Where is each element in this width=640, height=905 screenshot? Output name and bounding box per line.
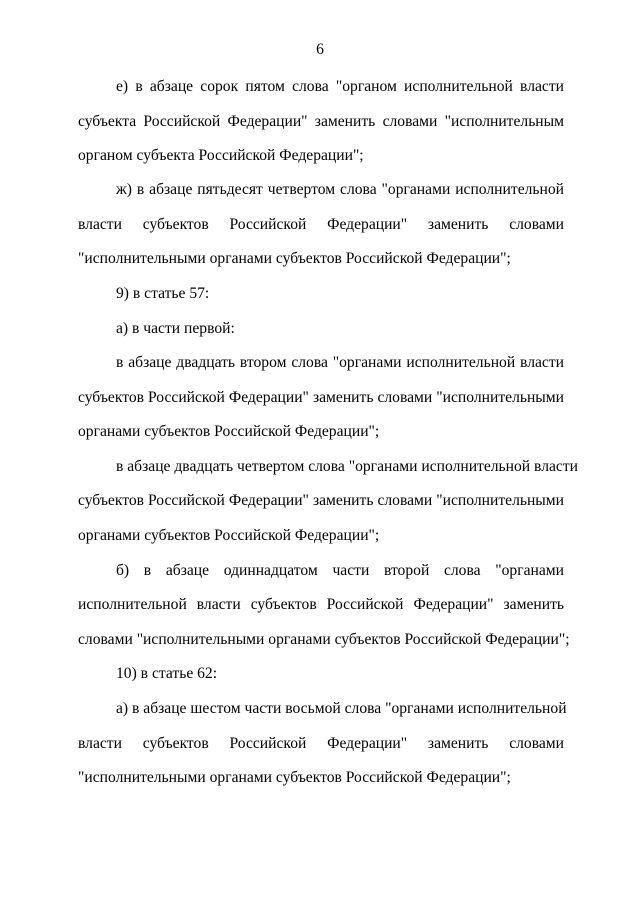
paragraph-line: 9) в статье 57: — [116, 285, 210, 302]
paragraph-line: а) в абзаце шестом части восьмой слова "органами исполнительной — [116, 700, 567, 717]
paragraph-line: власти субъектов Российской Федерации" заменить словами — [78, 735, 564, 752]
paragraph-line: органом субъекта Российской Федерации"; — [78, 147, 364, 164]
paragraph-line: исполнительной власти субъектов Российской Федерации" заменить — [78, 596, 564, 613]
paragraph-line: органами субъектов Российской Федерации"; — [78, 423, 380, 440]
paragraph-line: "исполнительными органами субъектов Российской Федерации"; — [78, 769, 511, 786]
paragraph-line: 10) в статье 62: — [116, 665, 218, 682]
page-number: 6 — [316, 41, 324, 58]
paragraph-line: власти субъектов Российской Федерации" заменить словами — [78, 216, 564, 233]
paragraph-line: органами субъектов Российской Федерации"; — [78, 527, 380, 544]
paragraph-line: е) в абзаце сорок пятом слова "органом исполнительной власти — [116, 78, 564, 95]
paragraph-line: б) в абзаце одиннадцатом части второй слова "органами — [116, 562, 564, 579]
paragraph-line: ж) в абзаце пятьдесят четвертом слова "органами исполнительной — [116, 181, 564, 198]
paragraph-line: субъекта Российской Федерации" заменить словами "исполнительным — [78, 113, 564, 130]
paragraph-line: словами "исполнительными органами субъектов Российской Федерации"; — [78, 631, 570, 648]
paragraph-line: "исполнительными органами субъектов Российской Федерации"; — [78, 250, 511, 267]
paragraph-line: а) в части первой: — [116, 320, 235, 337]
paragraph-line: субъектов Российской Федерации" заменить словами "исполнительными — [78, 389, 564, 406]
paragraph-line: в абзаце двадцать четвертом слова "органами исполнительной власти — [116, 458, 578, 475]
paragraph-line: субъектов Российской Федерации" заменить словами "исполнительными — [78, 492, 564, 509]
paragraph-line: в абзаце двадцать втором слова "органами исполнительной власти — [116, 354, 564, 371]
